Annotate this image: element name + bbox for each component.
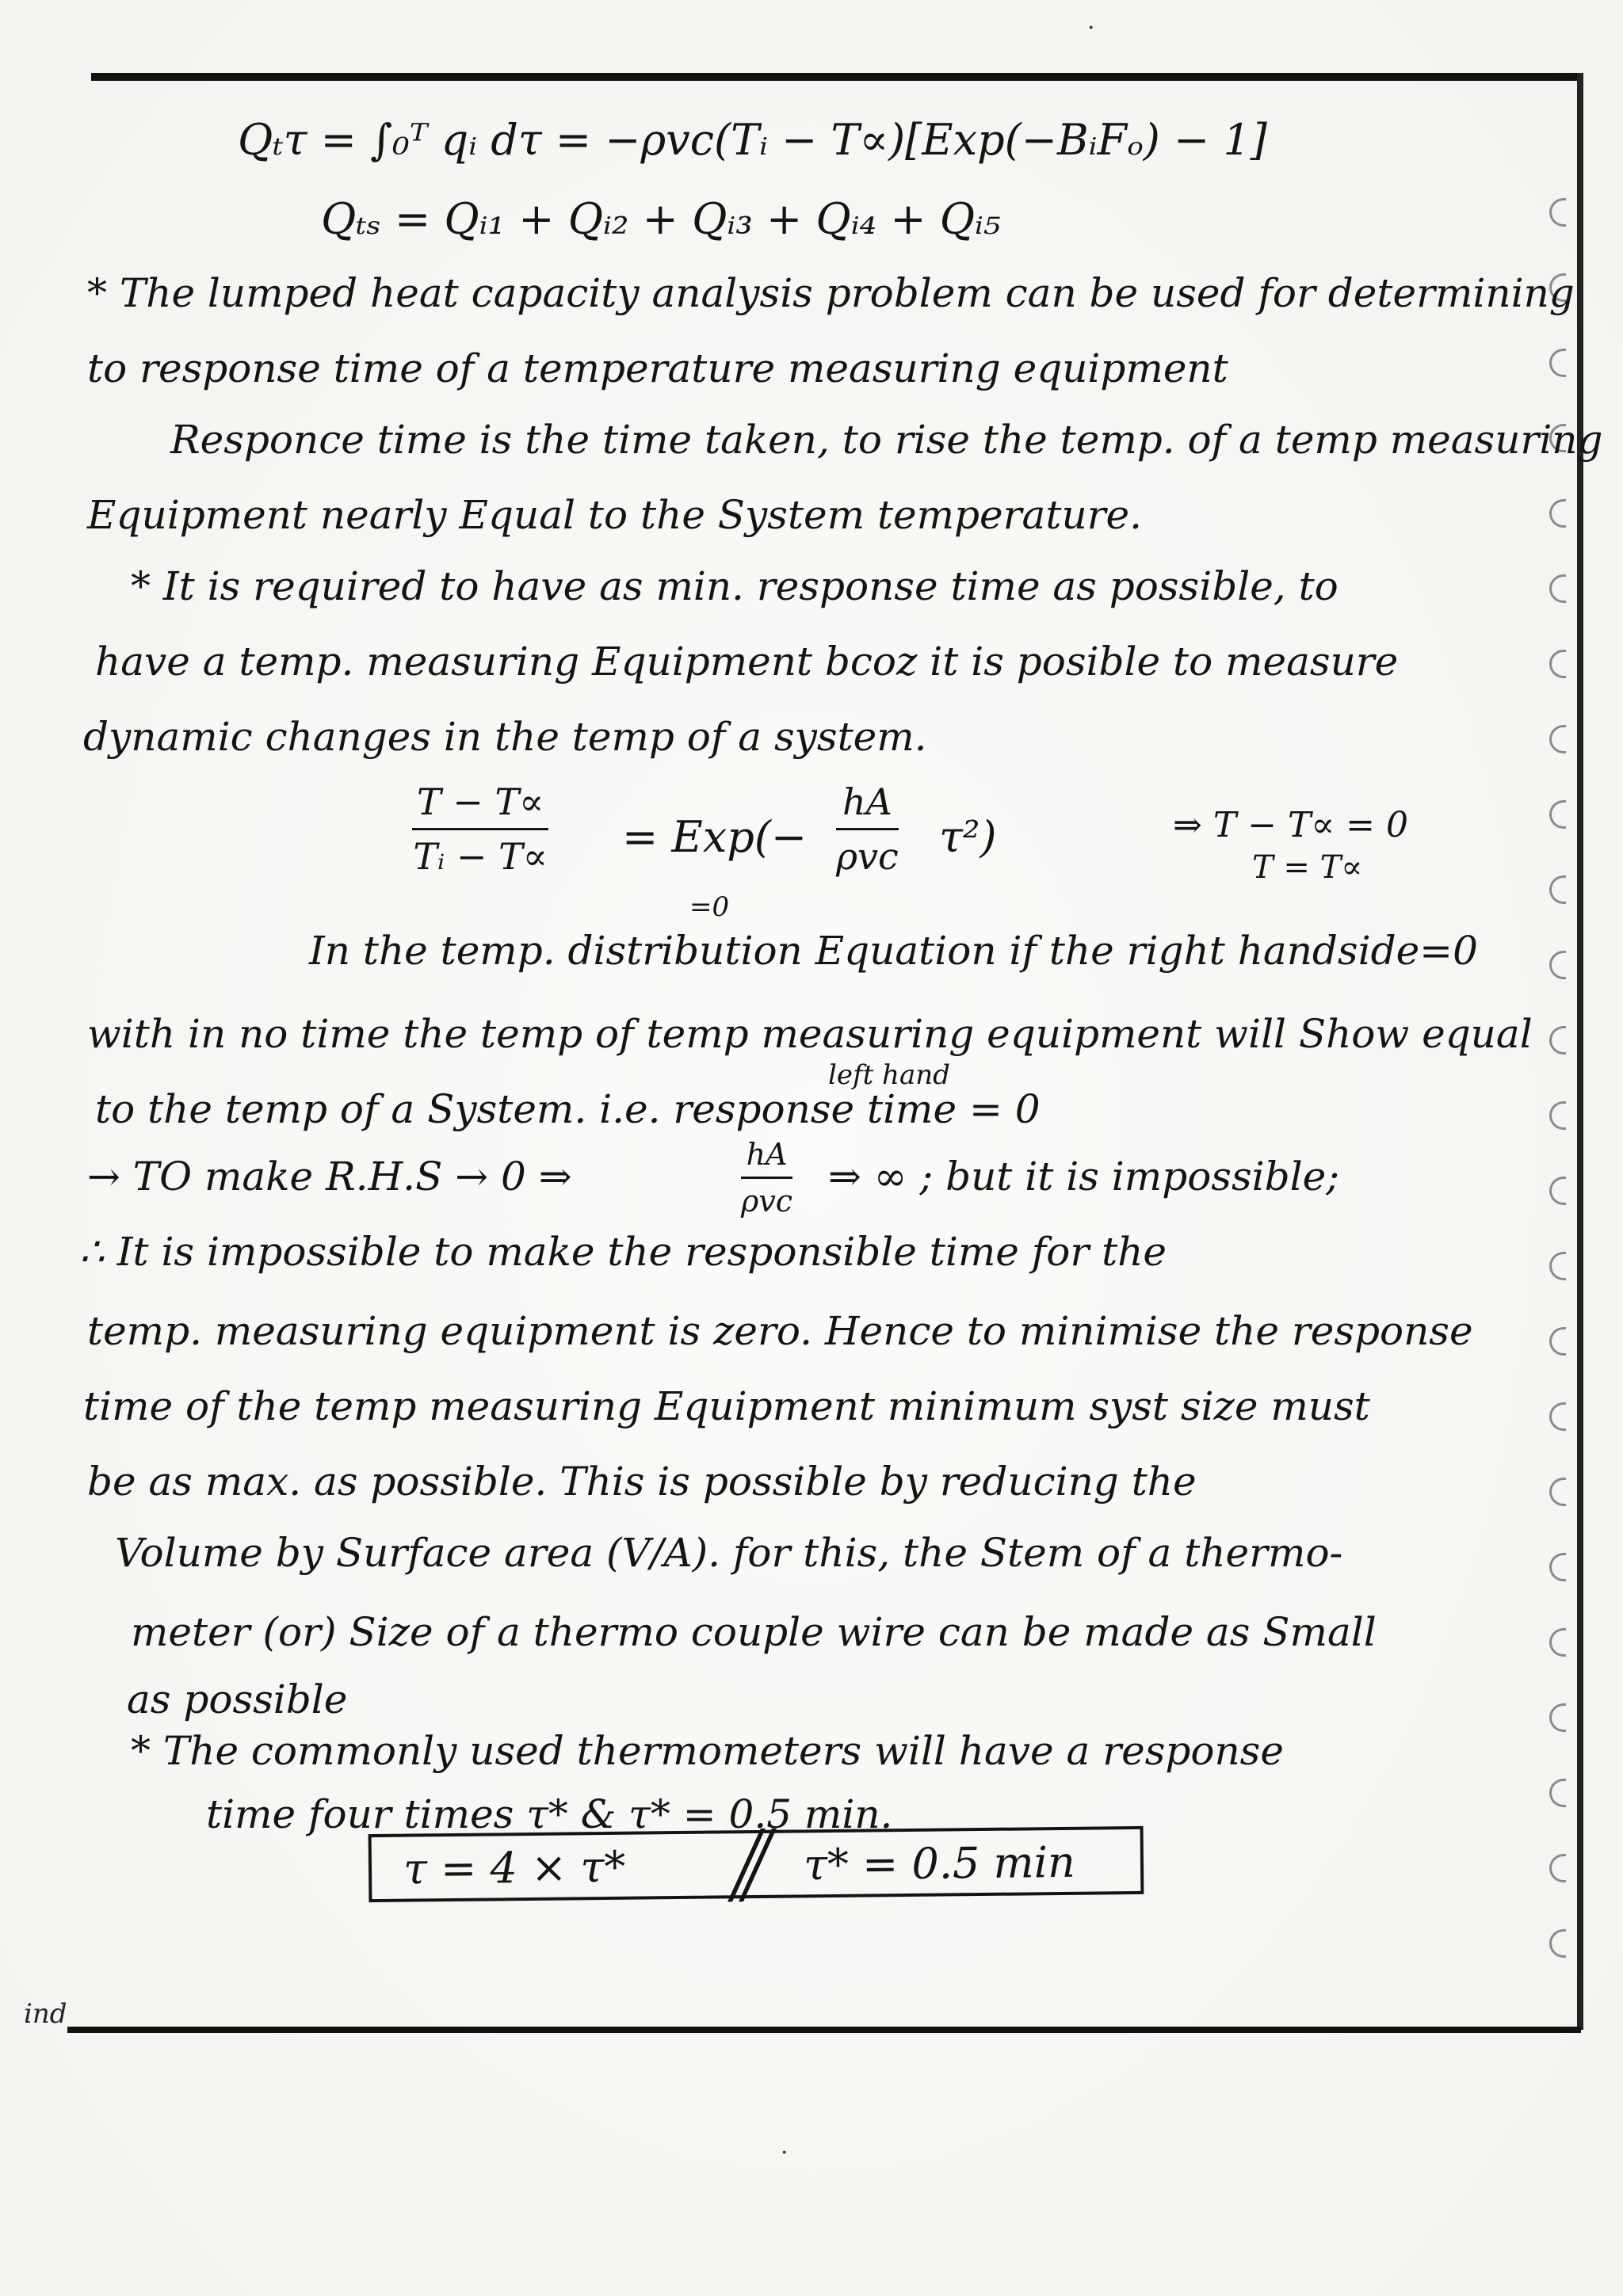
text-line: Responce time is the time taken, to rise the temp. of a temp measuring bbox=[170, 417, 1603, 463]
fraction-numerator: T − T∝ bbox=[412, 780, 548, 830]
superscript-note: left hand bbox=[828, 1059, 950, 1091]
fraction-denominator: ρvc bbox=[741, 1184, 793, 1219]
text-line: with in no time the temp of temp measuring equipment will Show equal bbox=[87, 1011, 1533, 1057]
text-line: * It is required to have as min. response time as possible, to bbox=[131, 563, 1338, 609]
zero-annotation: =0 bbox=[689, 891, 730, 923]
scan-speck: · bbox=[781, 2139, 789, 2167]
text-line: have a temp. measuring Equipment bcoz it is posible to measure bbox=[95, 639, 1399, 685]
text-line: ⇒ ∞ ; but it is impossible; bbox=[828, 1154, 1340, 1199]
page-right-margin bbox=[1577, 73, 1583, 2030]
text-line: be as max. as possible. This is possible by reducing the bbox=[87, 1459, 1197, 1505]
boxed-equation-left: τ = 4 × τ* bbox=[403, 1841, 626, 1894]
text-line: time four times τ* & τ* = 0.5 min. bbox=[206, 1791, 893, 1837]
boxed-result bbox=[369, 1826, 1144, 1902]
fraction-ha-rhovc bbox=[741, 1137, 792, 1219]
boxed-equation-right: τ* = 0.5 min bbox=[803, 1836, 1076, 1890]
exp-prefix: = Exp(− bbox=[622, 812, 808, 862]
text-line: meter (or) Size of a thermo couple wire can be made as Small bbox=[131, 1609, 1377, 1655]
text-line: as possible bbox=[127, 1676, 348, 1722]
scan-speck: · bbox=[1087, 14, 1095, 42]
equation-heat-sum: Qₜₛ = Qᵢ₁ + Qᵢ₂ + Qᵢ₃ + Qᵢ₄ + Qᵢ₅ bbox=[321, 194, 1001, 244]
page-bottom-rule bbox=[67, 2027, 1581, 2033]
implies-result-2: T = T∝ bbox=[1252, 849, 1363, 886]
text-line: → TO make R.H.S → 0 ⇒ bbox=[87, 1154, 572, 1199]
exp-suffix: τ²) bbox=[939, 812, 997, 862]
text-line: Equipment nearly Equal to the System temperature. bbox=[87, 492, 1143, 538]
fraction-denominator: Tᵢ − T∝ bbox=[413, 835, 548, 878]
signature: ind bbox=[24, 1998, 67, 2030]
fraction-temperature-ratio bbox=[412, 780, 548, 878]
text-line: In the temp. distribution Equation if the right handside=0 bbox=[309, 928, 1478, 974]
text-line: to the temp of a System. i.e. response time = 0 bbox=[95, 1086, 1041, 1132]
fraction-numerator: hA bbox=[836, 780, 899, 830]
text-line: * The commonly used thermometers will have a response bbox=[131, 1728, 1284, 1774]
fraction-denominator: ρvc bbox=[836, 835, 899, 878]
fraction-numerator: hA bbox=[741, 1137, 792, 1179]
text-line: time of the temp measuring Equipment minimum syst size must bbox=[83, 1383, 1370, 1429]
text-line: Volume by Surface area (V/A). for this, the Stem of a thermo- bbox=[115, 1530, 1343, 1576]
fraction-ha-rhovc bbox=[836, 780, 899, 878]
text-line: to response time of a temperature measuring equipment bbox=[87, 345, 1228, 391]
page-top-rule bbox=[91, 73, 1581, 81]
text-line: * The lumped heat capacity analysis problem can be used for determining bbox=[87, 270, 1575, 316]
equation-total-heat: Qₜτ = ∫₀ᵀ qᵢ dτ = −ρvc(Tᵢ − T∝)[Exp(−BᵢFₒ) − 1] bbox=[238, 115, 1267, 165]
text-line: temp. measuring equipment is zero. Hence to minimise the response bbox=[87, 1308, 1473, 1354]
implies-result: ⇒ T − T∝ = 0 bbox=[1173, 805, 1408, 845]
text-line: ∴ It is impossible to make the responsible time for the bbox=[79, 1229, 1167, 1275]
text-line: dynamic changes in the temp of a system. bbox=[83, 714, 927, 760]
